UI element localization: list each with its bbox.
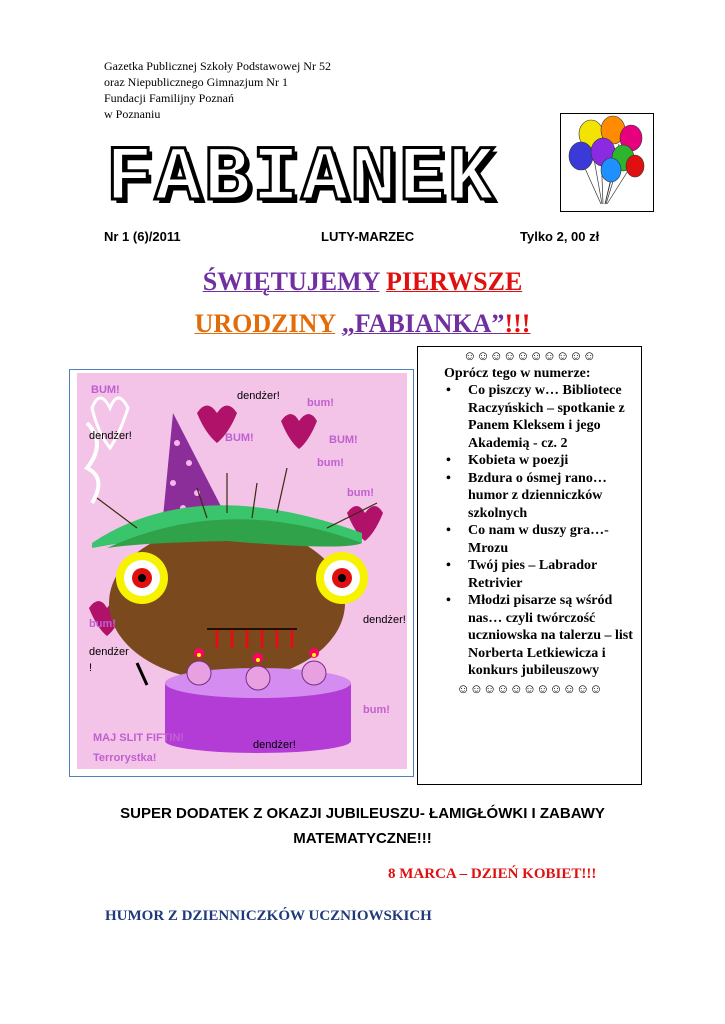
drawing-text-dendzer-2: dendżer!	[89, 430, 132, 442]
womens-day-line: 8 MARCA – DZIEŃ KOBIET!!!	[388, 866, 597, 882]
supplement-announcement	[0, 801, 725, 851]
issue-price: Tylko 2, 00 zł	[520, 229, 600, 244]
drawing-text-dendzer-1: dendżer!	[237, 390, 280, 402]
drawing-text-bum-4: BUM!	[329, 434, 358, 446]
drawing-text-terror: Terrorystka!	[93, 752, 157, 764]
drawing-text-bum-3: BUM!	[225, 432, 254, 444]
toc-list	[418, 382, 641, 680]
headline-part-2: PIERWSZE	[385, 267, 523, 296]
drawing-text-dendzer-4: dendżer	[89, 646, 129, 658]
issue-months: LUTY-MARZEC	[321, 229, 415, 244]
toc-item: • Co nam w duszy gra…-Mrozu	[468, 522, 641, 557]
school-line-2: oraz Niepublicznego Gimnazjum Nr 1	[104, 75, 288, 89]
school-line-1: Gazetka Publicznej Szkoły Podstawowej Nr 52	[104, 59, 331, 73]
drawing-text-maj: MAJ SLIT FIFTIN!	[93, 732, 185, 744]
school-info	[104, 58, 331, 122]
smileys-bottom: ☺☺☺☺☺☺☺☺☺☺☺	[456, 680, 603, 696]
headline-line-1	[0, 264, 725, 300]
headline-part-3: URODZINY	[194, 309, 336, 338]
table-of-contents	[417, 346, 642, 785]
drawing-text-exclamation: !	[89, 662, 93, 674]
toc-item: • Bzdura o ósmej rano… humor z dzienniczków szkolnych	[468, 470, 641, 523]
drawing-text-dendzer-3: dendżer!	[363, 614, 406, 626]
headline-part-4: „FABIANKA”	[341, 309, 505, 338]
toc-item: • Twój pies – Labrador Retrivier	[468, 557, 641, 592]
supplement-line-1: SUPER DODATEK Z OKAZJI JUBILEUSZU- ŁAMIGŁÓWKI I ZABAWY	[120, 805, 605, 822]
smileys-top: ☺☺☺☺☺☺☺☺☺☺	[463, 348, 596, 363]
drawing-text-bum-2: bum!	[307, 397, 334, 409]
drawing-text-bum-1: BUM!	[91, 384, 120, 396]
school-line-3: Fundacji Familijny Poznań	[104, 91, 234, 105]
drawing-text-bum-7: bum!	[89, 618, 116, 630]
drawing-text-bum-6: bum!	[347, 487, 374, 499]
headline-part-1: ŚWIĘTUJEMY	[202, 267, 380, 296]
toc-heading: Oprócz tego w numerze:	[444, 365, 591, 381]
toc-item: • Młodzi pisarze są wśród nas… czyli twórczość uczniowska na talerzu – list Norberta Letkiewicza i konkurs jubileuszowy	[468, 592, 641, 680]
humor-heading: HUMOR Z DZIENNICZKÓW UCZNIOWSKICH	[105, 908, 432, 924]
balloons-image	[560, 113, 654, 212]
drawing-text-bum-8: bum!	[363, 704, 390, 716]
drawing-text-bum-5: bum!	[317, 457, 344, 469]
supplement-line-2: MATEMATYCZNE!!!	[293, 830, 432, 847]
toc-item: • Co piszczy w… Bibliotece Raczyńskich – spotkanie z Panem Kleksem i jego Akademią - cz. 2	[468, 382, 641, 452]
school-line-4: w Poznaniu	[104, 107, 161, 121]
newspaper-title: FABIANEK	[106, 135, 497, 223]
drawing-text-dendzer-5: dendżer!	[253, 739, 296, 751]
headline-line-2	[0, 306, 725, 342]
birthday-drawing	[77, 373, 407, 769]
headline-part-5: !!!	[504, 309, 531, 338]
toc-item: • Kobieta w poezji	[468, 452, 641, 470]
issue-number: Nr 1 (6)/2011	[104, 229, 181, 244]
